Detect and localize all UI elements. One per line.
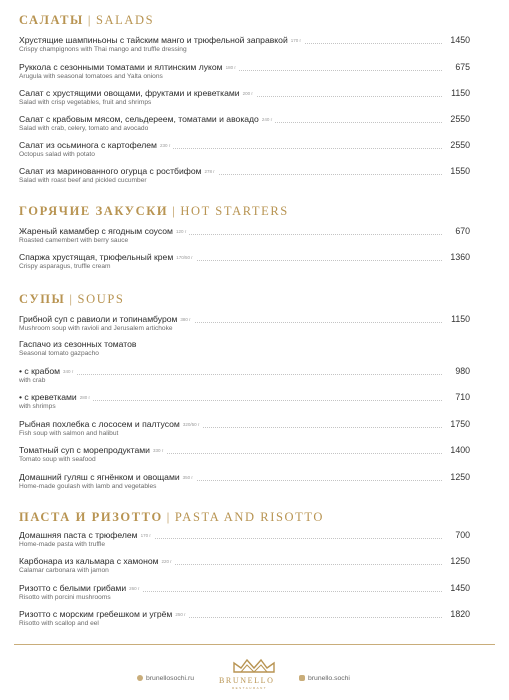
item-price: 1400 [447, 445, 470, 456]
item-name-en: Risotto with scallop and eel [19, 620, 99, 627]
section-title-ru: ГОРЯЧИЕ ЗАКУСКИ [19, 204, 169, 218]
item-price: 1450 [447, 583, 470, 594]
section-title-separator: | [87, 13, 92, 27]
section-title-salads [19, 13, 154, 28]
item-price: 1550 [447, 166, 470, 177]
item-weight: 380 г [180, 317, 191, 322]
item-name-en: Fish soup with salmon and halibut [19, 430, 119, 437]
menu-item [19, 88, 470, 107]
item-name-en: Home-made goulash with lamb and vegetables [19, 483, 157, 490]
item-price: 670 [452, 226, 470, 237]
menu-item [19, 366, 470, 385]
menu-item [19, 556, 470, 575]
item-name: Салат с хрустящими овощами, фруктами и креветками 200 г [19, 88, 256, 99]
item-name-en: Seasonal tomato gazpacho [19, 350, 99, 357]
item-price: 1750 [447, 419, 470, 430]
footer-divider [14, 644, 495, 645]
item-weight: 330 г [153, 448, 164, 453]
item-name: Салат из осьминога с картофелем 230 г [19, 140, 173, 151]
crown-logo-icon [231, 658, 277, 674]
item-name: Ризотто с морским гребешком и угрём 250 г [19, 609, 189, 620]
item-name: Салат с крабовым мясом, сельдереем, томатами и авокадо 240 г [19, 114, 275, 125]
item-name: Хрустящие шампиньоны с тайским манго и трюфельной заправкой 170 г [19, 35, 304, 46]
item-name-en: Home-made pasta with truffle [19, 541, 106, 548]
logo-wordmark: BRUNELLO [219, 676, 275, 685]
instagram-icon [299, 675, 305, 681]
item-price: 1150 [448, 314, 470, 325]
item-name-en: Risotto with porcini mushrooms [19, 594, 111, 601]
menu-item [19, 114, 470, 133]
section-title-ru: САЛАТЫ [19, 13, 84, 27]
item-name: Спаржа хрустящая, трюфельный крем 170/50 г [19, 252, 196, 263]
menu-item [19, 226, 470, 245]
item-weight: 170 г [140, 533, 151, 538]
item-name: Томатный суп с морепродуктами 330 г [19, 445, 166, 456]
globe-icon [137, 675, 143, 681]
menu-item [19, 252, 470, 271]
menu-item [19, 472, 470, 491]
menu-item [19, 583, 470, 602]
section-title-soups [19, 292, 124, 307]
item-name-en: Crispy champignons with Thai mango and truffle dressing [19, 46, 187, 53]
item-weight: 180 г [225, 65, 236, 70]
menu-item [19, 339, 470, 358]
item-price: 2550 [447, 114, 470, 125]
item-name-en: Arugula with seasonal tomatoes and Yalta onions [19, 73, 163, 80]
menu-item [19, 62, 470, 81]
item-weight: 230 г [159, 143, 171, 148]
section-title-separator: | [172, 204, 177, 218]
item-name: • с крабом 340 г [19, 366, 76, 377]
item-name: Карбонара из кальмара с хамоном 220 г [19, 556, 175, 567]
item-name: Грибной суп с равиоли и топинамбуром 380 г [19, 314, 194, 325]
instagram-text: brunello.sochi [308, 675, 350, 682]
item-name-en: Salad with roast beef and pickled cucumber [19, 177, 147, 184]
item-weight: 220 г [161, 559, 172, 564]
item-price: 710 [452, 392, 470, 403]
website-text: brunellosochi.ru [146, 675, 194, 682]
menu-item [19, 166, 470, 185]
menu-item [19, 530, 470, 549]
item-name-en: Crispy asparagus, truffle cream [19, 263, 111, 270]
section-title-en: PASTA AND RISOTTO [174, 510, 325, 524]
item-price: 1150 [448, 88, 470, 99]
item-name: • с креветками 280 г [19, 392, 93, 403]
item-weight: 350 г [182, 475, 194, 480]
item-name-en: Salad with crab, celery, tomato and avocado [19, 125, 149, 132]
menu-item [19, 419, 470, 438]
item-weight: 260 г [129, 586, 140, 591]
item-weight: 320/50 г [182, 422, 200, 427]
item-name-en: Octopus salad with potato [19, 151, 95, 158]
item-weight: 340 г [63, 369, 74, 374]
item-price: 675 [452, 62, 470, 73]
item-name-en: with crab [19, 377, 46, 384]
item-weight: 278 г [204, 169, 215, 174]
item-name: Гаспачо из сезонных томатов [19, 339, 139, 350]
item-name: Ризотто с белыми грибами 260 г [19, 583, 143, 594]
section-title-pasta-risotto [19, 510, 324, 525]
section-title-ru: ПАСТА И РИЗОТТО [19, 510, 163, 524]
item-price: 700 [452, 530, 470, 541]
item-name-en: Tomato soup with seafood [19, 456, 96, 463]
item-weight: 250 г [175, 612, 186, 617]
item-weight: 280 г [79, 395, 91, 400]
item-name: Руккола с сезонными томатами и ялтинским луком 180 г [19, 62, 239, 73]
item-weight: 120 г [175, 229, 187, 234]
item-name: Рыбная похлебка с лососем и палтусом 320/50 г [19, 419, 203, 430]
item-price: 1250 [447, 556, 470, 567]
item-name: Салат из маринованного огурца с ростбифом 278 г [19, 166, 218, 177]
item-name-en: Calamar carbonara with jamon [19, 567, 109, 574]
item-name-en: Mushroom soup with ravioli and Jerusalem artichoke [19, 325, 173, 332]
item-weight: 240 г [261, 117, 273, 122]
item-name: Домашняя паста с трюфелем 170 г [19, 530, 154, 541]
item-name: Жареный камамбер с ягодным соусом 120 г [19, 226, 189, 237]
section-title-hot-starters [19, 204, 289, 219]
item-name-en: Salad with crisp vegetables, fruit and shrimps [19, 99, 152, 106]
section-title-en: HOT STARTERS [180, 204, 289, 218]
item-price: 1820 [447, 609, 470, 620]
section-title-separator: | [69, 292, 74, 306]
item-weight: 170/50 г [176, 255, 193, 260]
menu-item [19, 314, 470, 333]
item-weight: 170 г [290, 38, 302, 43]
instagram-link[interactable] [299, 675, 350, 682]
section-title-en: SOUPS [77, 292, 125, 306]
menu-item [19, 609, 470, 628]
item-name-en: with shrimps [19, 403, 56, 410]
menu-item [19, 392, 470, 411]
section-title-ru: СУПЫ [19, 292, 66, 306]
section-title-separator: | [166, 510, 171, 524]
item-name-en: Roasted camembert with berry sauce [19, 237, 129, 244]
menu-item [19, 35, 470, 54]
item-price: 1250 [447, 472, 470, 483]
item-price: 1450 [447, 35, 470, 46]
menu-item [19, 445, 470, 464]
website-link[interactable] [137, 675, 194, 682]
item-price: 2550 [447, 140, 470, 151]
item-weight: 200 г [242, 91, 253, 96]
item-name: Домашний гуляш с ягнёнком и овощами 350 г [19, 472, 196, 483]
item-price: 1360 [447, 252, 470, 263]
item-price: 980 [452, 366, 470, 377]
leader-dots [19, 374, 442, 375]
section-title-en: SALADS [96, 13, 155, 27]
logo-subtitle: RESTAURANT [232, 686, 268, 690]
menu-item [19, 140, 470, 159]
